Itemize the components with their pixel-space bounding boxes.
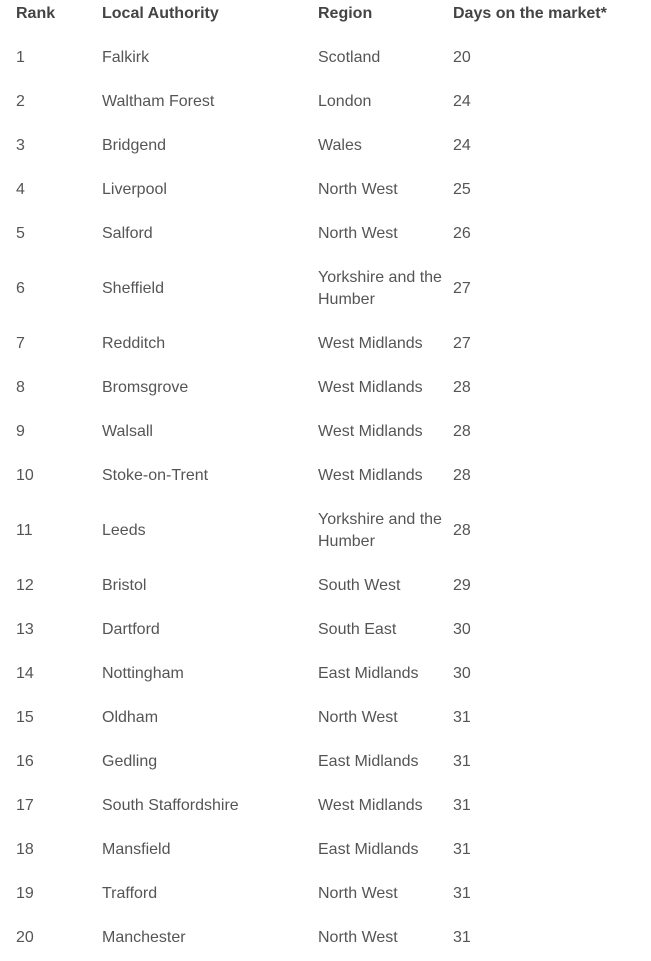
local-authority-cell: Gedling (102, 753, 158, 770)
days-cell: 28 (453, 379, 471, 396)
table-row (0, 256, 651, 322)
table-row (0, 454, 651, 498)
local-authority-cell: Leeds (102, 522, 146, 539)
region-cell: London (318, 93, 372, 110)
table-row (0, 322, 651, 366)
days-cell: 20 (453, 49, 471, 66)
days-cell: 28 (453, 522, 471, 539)
rank-cell: 19 (16, 885, 34, 902)
header-days-on-market: Days on the market* (453, 5, 607, 22)
rank-cell: 13 (16, 621, 34, 638)
days-cell: 28 (453, 423, 471, 440)
table-row (0, 564, 651, 608)
local-authority-cell: Falkirk (102, 49, 150, 66)
local-authority-cell: Walsall (102, 423, 153, 440)
days-cell: 29 (453, 577, 471, 594)
local-authority-cell: Dartford (102, 621, 160, 638)
region-cell: South West (318, 577, 401, 594)
local-authority-cell: Mansfield (102, 841, 171, 858)
local-authority-cell: Bridgend (102, 137, 167, 154)
rank-cell: 8 (16, 379, 25, 396)
rank-cell: 6 (16, 280, 25, 297)
local-authority-cell: Nottingham (102, 665, 184, 682)
rank-cell: 2 (16, 93, 25, 110)
local-authority-cell: Bristol (102, 577, 147, 594)
region-cell: North West (318, 929, 398, 946)
region-cell: West Midlands (318, 797, 423, 814)
days-cell: 24 (453, 137, 471, 154)
region-cell: West Midlands (318, 379, 423, 396)
rank-cell: 4 (16, 181, 25, 198)
rank-cell: 12 (16, 577, 34, 594)
rank-cell: 1 (16, 49, 25, 66)
local-authority-cell: Oldham (102, 709, 159, 726)
region-cell: Yorkshire and the Humber (318, 269, 442, 308)
days-cell: 26 (453, 225, 471, 242)
table-row (0, 696, 651, 740)
days-cell: 31 (453, 885, 471, 902)
table-row (0, 80, 651, 124)
table-row (0, 828, 651, 872)
header-region: Region (318, 5, 373, 22)
local-authority-cell: Salford (102, 225, 153, 242)
local-authority-cell: Redditch (102, 335, 166, 352)
region-cell: East Midlands (318, 841, 419, 858)
table-row (0, 410, 651, 454)
table-header-row (0, 0, 651, 36)
rank-cell: 18 (16, 841, 34, 858)
region-cell: West Midlands (318, 467, 423, 484)
region-cell: North West (318, 709, 398, 726)
region-cell: East Midlands (318, 753, 419, 770)
local-authority-cell: Waltham Forest (102, 93, 215, 110)
table-row (0, 36, 651, 80)
rank-cell: 15 (16, 709, 34, 726)
days-cell: 31 (453, 709, 471, 726)
table-row (0, 872, 651, 916)
days-cell: 31 (453, 753, 471, 770)
days-cell: 31 (453, 841, 471, 858)
rank-cell: 3 (16, 137, 25, 154)
region-cell: North West (318, 225, 398, 242)
table-row (0, 212, 651, 256)
rank-cell: 16 (16, 753, 34, 770)
days-cell: 31 (453, 797, 471, 814)
days-cell: 30 (453, 665, 471, 682)
table-row (0, 124, 651, 168)
region-cell: Yorkshire and the Humber (318, 511, 442, 550)
table-row (0, 608, 651, 652)
table-row (0, 652, 651, 696)
local-authority-cell: Sheffield (102, 280, 164, 297)
days-cell: 31 (453, 929, 471, 946)
region-cell: Wales (318, 137, 362, 154)
local-authority-cell: Trafford (102, 885, 158, 902)
days-cell: 27 (453, 335, 471, 352)
local-authority-cell: Liverpool (102, 181, 167, 198)
local-authority-cell: Manchester (102, 929, 186, 946)
rank-cell: 5 (16, 225, 25, 242)
days-cell: 28 (453, 467, 471, 484)
local-authority-cell: Stoke-on-Trent (102, 467, 209, 484)
rank-cell: 20 (16, 929, 34, 946)
table-row (0, 784, 651, 828)
days-cell: 24 (453, 93, 471, 110)
table-row (0, 916, 651, 960)
region-cell: East Midlands (318, 665, 419, 682)
header-local-authority: Local Authority (102, 5, 219, 22)
rank-cell: 9 (16, 423, 25, 440)
table-row (0, 498, 651, 564)
region-cell: Scotland (318, 49, 381, 66)
days-cell: 27 (453, 280, 471, 297)
region-cell: North West (318, 885, 398, 902)
rank-cell: 7 (16, 335, 25, 352)
rank-cell: 10 (16, 467, 34, 484)
days-cell: 30 (453, 621, 471, 638)
region-cell: North West (318, 181, 398, 198)
region-cell: West Midlands (318, 423, 423, 440)
region-cell: South East (318, 621, 397, 638)
header-rank: Rank (16, 5, 56, 22)
rank-cell: 17 (16, 797, 34, 814)
local-authority-cell: South Staffordshire (102, 797, 239, 814)
table-body (0, 36, 651, 960)
table-row (0, 168, 651, 212)
local-authority-cell: Bromsgrove (102, 379, 189, 396)
table-row (0, 740, 651, 784)
table-row (0, 366, 651, 410)
rank-cell: 11 (16, 522, 33, 539)
days-cell: 25 (453, 181, 471, 198)
region-cell: West Midlands (318, 335, 423, 352)
rank-cell: 14 (16, 665, 34, 682)
